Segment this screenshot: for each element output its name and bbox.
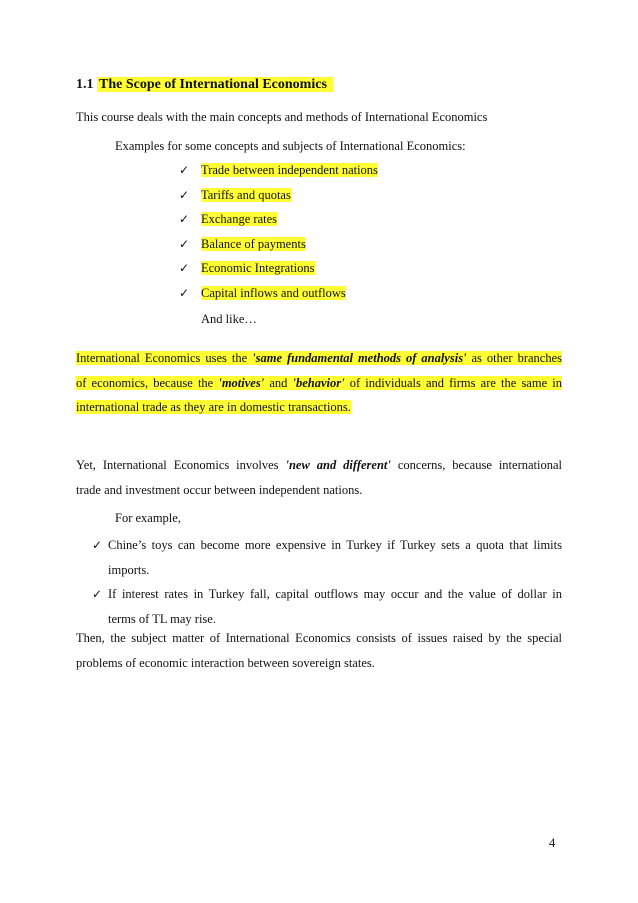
text-run: international trade as they are in domestic transactions. [76,400,351,414]
paragraph-line [76,346,562,371]
paragraph-line [76,395,562,420]
checkmark-icon: ✓ [179,187,190,202]
paragraph-line: Then, the subject matter of International Economics consists of issues raised by the special [76,631,562,645]
text-run: International Economics uses the [76,351,253,365]
paragraph-line [76,371,562,396]
list-item-label: Exchange rates [201,212,278,226]
section-number: 1.1 [76,77,94,92]
list-item-label: Trade between independent nations [201,163,378,177]
checkmark-icon: ✓ [92,587,103,601]
list-item [179,261,378,286]
examples-intro: Examples for some concepts and subjects of International Economics: [115,139,466,153]
quoted-phrase: 'new and different' [285,458,391,472]
list-item [179,163,378,188]
paragraph-line: problems of economic interaction between sovereign states. [76,655,375,670]
text-run: of economics, because the [76,375,219,390]
quoted-phrase: 'behavior' [292,375,345,390]
text-run: and [264,375,293,390]
page-number: 4 [549,836,556,850]
text-run: Yet, International Economics involves [76,458,286,472]
list-item-line: Chine’s toys can become more expensive in Turkey if Turkey sets a quota that limits [108,538,562,552]
checkmark-icon: ✓ [179,212,190,226]
intro-text: This course deals with the main concepts and methods of International Economics [76,110,488,124]
quoted-phrase: 'same fundamental methods of analysis' [252,351,467,365]
list-item [179,237,378,262]
text-run: of individuals and firms are the same in [344,375,562,390]
list-item-line: terms of TL may rise. [108,611,216,626]
checkmark-icon: ✓ [179,163,190,177]
examples-checklist [179,163,378,310]
list-item [92,533,562,582]
list-item-label: Capital inflows and outflows [201,285,346,300]
quoted-phrase: 'motives' [218,375,265,390]
paragraph-concerns [76,453,562,502]
list-item-label: Tariffs and quotas [201,187,291,202]
paragraph-line [76,453,562,478]
list-item-line: imports. [108,562,150,577]
checkmark-icon: ✓ [179,236,190,251]
and-like-text: And like… [201,312,257,326]
list-item-label: Balance of payments [201,236,306,251]
for-example-text: For example, [115,511,181,525]
list-item [92,582,562,631]
section-title: The Scope of International Economics [97,77,333,92]
checkmark-icon: ✓ [179,285,190,300]
checkmark-icon: ✓ [179,261,190,275]
list-item-label: Economic Integrations [201,261,315,275]
text-run: as other branches [466,351,562,365]
section-heading [76,77,333,93]
list-item [179,286,378,311]
paragraph-subject-matter [76,626,562,675]
example-bullets [92,533,562,631]
paragraph-line: trade and investment occur between independent nations. [76,482,363,497]
list-item [179,188,378,213]
list-item-line: If interest rates in Turkey fall, capital outflows may occur and the value of dollar in [108,587,562,601]
paragraph-methods [76,346,562,420]
text-run: concerns, because international [390,458,562,472]
list-item [179,212,378,237]
checkmark-icon: ✓ [92,538,103,552]
